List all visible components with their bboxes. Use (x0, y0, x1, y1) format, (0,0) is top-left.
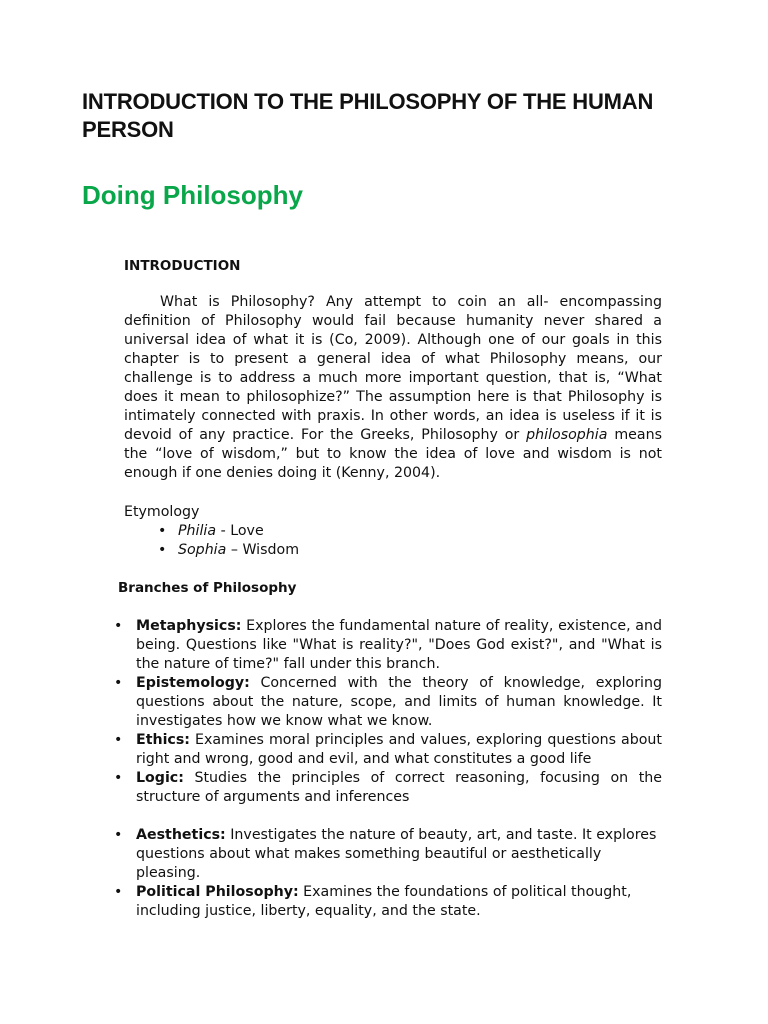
intro-text-italic-term: philosophia (526, 427, 608, 443)
document-title: INTRODUCTION TO THE PHILOSOPHY OF THE HUMAN PERSON (82, 89, 654, 142)
etymology-item (158, 522, 299, 541)
branch-name: Metaphysics: (136, 618, 242, 634)
etymology-item (158, 541, 299, 560)
branch-item-ethics (114, 731, 662, 769)
branch-name: Aesthetics: (136, 827, 226, 843)
section-title: Doing Philosophy (82, 180, 303, 210)
branch-item-aesthetics (114, 826, 662, 883)
etymology-meaning: Wisdom (242, 542, 300, 558)
introduction-heading: INTRODUCTION (124, 258, 241, 274)
intro-text-part-1: What is Philosophy? Any attempt to coin an all- encompassing definition of Philosophy would fail because humanity never shared a universal idea of what it is (Co, 2009). Although one of our goals in this chapter is to present a general idea of what Philosophy means, our challenge is to address a much more important question, that is, “What does it mean to philosophize?” The assumption here is that Philosophy is intimately connected with praxis. In other words, an idea is useless if it is devoid of any practice. For the Greeks, Philosophy or (124, 294, 662, 443)
branch-description: Explores the fundamental nature of reality, existence, and being. Questions like "What is reality?", "Does God exist?", and "What is the nature of time?" fall under this branch. (136, 618, 662, 672)
branch-description: Investigates the nature of beauty, art, and taste. It explores questions about what makes something beautiful or aesthetically pleasing. (136, 827, 657, 881)
branch-item-political-philosophy (114, 883, 662, 921)
branch-description: Studies the principles of correct reasoning, focusing on the structure of arguments and inferences (136, 770, 662, 805)
branch-name: Logic: (136, 770, 184, 786)
branch-description: Examines the foundations of political thought, including justice, liberty, equality, and the state. (136, 884, 632, 919)
branch-name: Epistemology: (136, 675, 250, 691)
branch-name: Political Philosophy: (136, 884, 299, 900)
etymology-list (158, 522, 299, 560)
branch-item-metaphysics (114, 617, 662, 674)
etymology-separator: - (216, 523, 231, 539)
etymology-term: Sophia (178, 542, 227, 558)
branch-name: Ethics: (136, 732, 190, 748)
branches-heading: Branches of Philosophy (118, 580, 297, 596)
branch-description: Concerned with the theory of knowledge, exploring questions about the nature, scope, and limits of human knowledge. It investigates how we know what we know. (136, 675, 662, 729)
etymology-label: Etymology (124, 504, 200, 520)
branch-item-epistemology (114, 674, 662, 731)
etymology-separator: – (226, 542, 243, 558)
etymology-term: Philia (178, 523, 217, 539)
intro-text-part-2: means the “love of wisdom,” but to know the idea of love and wisdom is not enough if one denies doing it (Kenny, 2004). (124, 427, 662, 481)
etymology-meaning: Love (230, 523, 264, 539)
branch-item-logic (114, 769, 662, 807)
branches-list (114, 617, 662, 921)
introduction-paragraph (124, 293, 662, 483)
branch-description: Examines moral principles and values, exploring questions about right and wrong, good and evil, and what constitutes a good life (136, 732, 662, 767)
